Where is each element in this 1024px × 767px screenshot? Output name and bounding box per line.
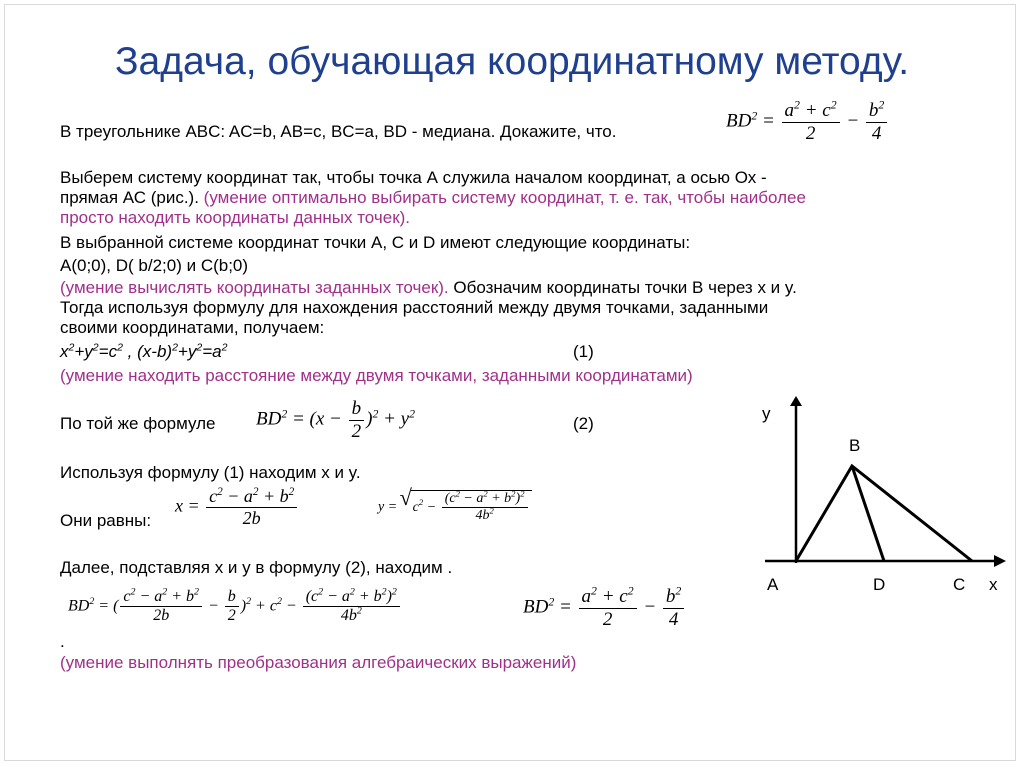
equation-1-number: (1) (573, 342, 594, 361)
paragraph-distance-2: своими координатами, получаем: (60, 318, 325, 337)
paragraph-coordinates: В выбранной системе координат точки А, С и D имеют следующие координаты: (60, 233, 691, 252)
skill-choose-axes-1: (умение оптимально выбирать систему координат, т. е. так, чтобы наиболее (203, 188, 806, 207)
skill-choose-axes-2: просто находить координаты данных точек). (60, 208, 411, 227)
label-y: y (762, 404, 771, 423)
formula-y: y = √ $c^2$ − $\frac{(c^2 - a^2 + b^2)^2}{4b^2}$ (378, 490, 532, 524)
formula-to-prove: $BD^2$ = $\frac{a^2 + c^2}{2}$ − $\frac{b^2}{4}$ (726, 100, 889, 145)
label-c: C (953, 575, 966, 594)
label-a: A (767, 575, 779, 594)
label-d: D (873, 575, 886, 594)
paragraph-choose-axes-1: Выберем систему координат так, чтобы точка А служила началом координат, а осью Ох - (60, 168, 767, 187)
formula-x: x = $\frac{c^2 - a^2 + b^2}{2b}$ (175, 486, 299, 528)
paragraph-choose-axes-2-text: прямая АС (рис.). (60, 188, 199, 207)
problem-statement: В треугольнике ABC: AC=b, AB=c, BC=a, BD - медиана. Докажите, что. (60, 122, 617, 141)
equation-2: $BD^2 = (x$ − $\frac{b}{2}$ )$^2 + y^2$ (256, 398, 415, 442)
y-axis-arrow (790, 396, 802, 406)
formula-substituted: $BD^2$ = ( $\frac{c^2 - a^2 + b^2}{2b}$ − $\frac{b}{2}$ )$^2 + c^2$ − $\frac{(c^2 - a^2 + b^2)^2}{4b^2}$ (68, 588, 402, 626)
label-x: x (989, 575, 998, 594)
skill-algebra: (умение выполнять преобразования алгебраических выражений) (60, 653, 577, 672)
paragraph-distance-1: Тогда используя формулу для нахождения расстояний между двумя точками, заданными (60, 298, 769, 317)
skill-distance: (умение находить расстояние между двумя точками, заданными координатами) (60, 366, 693, 385)
equation-2-number: (2) (573, 414, 594, 433)
label-b: B (849, 436, 861, 455)
they-equal-label: Они равны: (60, 511, 152, 530)
triangle-sides (796, 466, 972, 561)
slide-title: Задача, обучающая координатному методу. (114, 40, 910, 83)
further-substitute: Далее, подставляя x и y в формулу (2), находим . (60, 558, 453, 577)
equation-1: $x^2+y^2=c^2$ , $(x-b)^2+y^2=a^2$ (60, 341, 228, 361)
same-formula-label: По той же формуле (60, 414, 216, 433)
dot-separator: . (60, 632, 65, 651)
denote-b-coords: Обозначим координаты точки B через x и y. (448, 278, 797, 297)
using-formula-1: Используя формулу (1) находим x и y. (60, 463, 361, 482)
formula-result: $BD^2$ = $\frac{a^2 + c^2}{2}$ − $\frac{b^2}{4}$ (523, 586, 686, 631)
points-coordinates: A(0;0), D( b/2;0) и C(b;0) (60, 256, 249, 275)
x-axis-arrow (994, 555, 1006, 567)
skill-compute-coords: (умение вычислять координаты заданных точек). (60, 278, 449, 297)
